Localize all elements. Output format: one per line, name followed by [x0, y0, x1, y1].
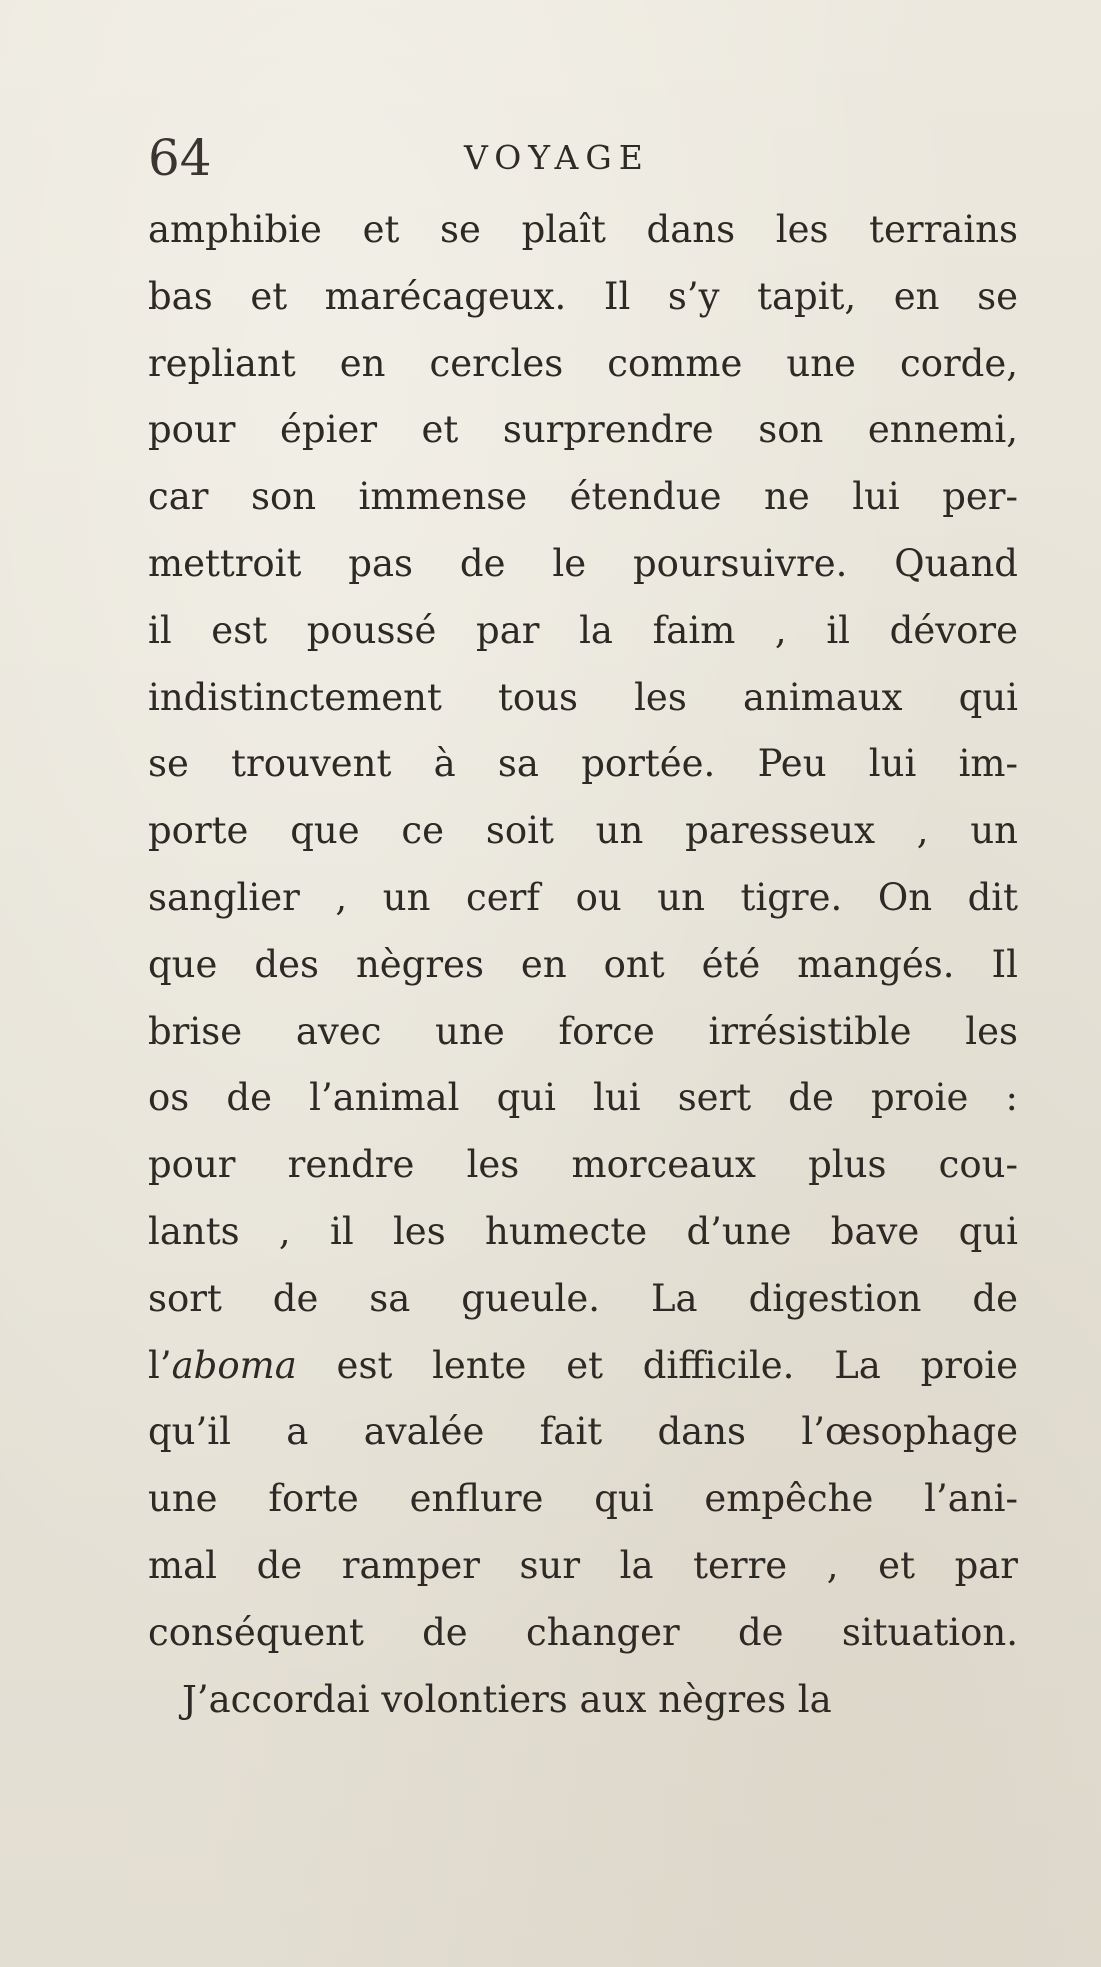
text-line: bas et marécageux. Il s’y tapit, en se [148, 274, 1018, 318]
page-header [148, 128, 1028, 188]
text-line-paragraph-start: J’accordai volontiers aux nègres la [182, 1677, 832, 1721]
text-line: qu’il a avalée fait dans l’œsophage [148, 1410, 1018, 1454]
text-line: amphibie et se plaît dans les terrains [148, 208, 1018, 251]
italic-word: aboma [171, 1343, 297, 1387]
text-line: mettroit pas de le poursuivre. Quand [148, 541, 1018, 585]
line-prefix: l’ [148, 1343, 172, 1387]
page-number: 64 [148, 129, 212, 187]
text-line: une forte enflure qui empêche l’ani- [148, 1477, 1018, 1521]
text-line: sanglier , un cerf ou un tigre. On dit [148, 875, 1018, 919]
text-line: pour épier et surprendre son ennemi, [148, 408, 1018, 452]
running-head: VOYAGE [464, 138, 650, 177]
text-line: brise avec une force irrésistible les [148, 1009, 1018, 1053]
text-line: pour rendre les morceaux plus cou- [148, 1143, 1018, 1187]
text-line: conséquent de changer de situation. [148, 1610, 1018, 1654]
text-line: lants , il les humecte d’une bave qui [148, 1209, 1018, 1253]
text-line: indistinctement tous les animaux qui [148, 675, 1018, 719]
body-text [148, 197, 1018, 1733]
line-rest: est lente et difficile. La proie [296, 1343, 1018, 1387]
text-line: il est poussé par la faim , il dévore [148, 608, 1018, 652]
text-line: porte que ce soit un paresseux , un [148, 809, 1018, 853]
text-line: repliant en cercles comme une corde, [148, 341, 1018, 385]
text-line: mal de ramper sur la terre , et par [148, 1543, 1018, 1587]
text-line: car son immense étendue ne lui per- [148, 475, 1018, 519]
text-line: os de l’animal qui lui sert de proie : [148, 1076, 1018, 1120]
text-line: se trouvent à sa portée. Peu lui im- [148, 742, 1018, 786]
text-line-italic [148, 1333, 1018, 1400]
text-line: que des nègres en ont été mangés. Il [148, 942, 1018, 986]
text-line: sort de sa gueule. La digestion de [148, 1276, 1018, 1320]
